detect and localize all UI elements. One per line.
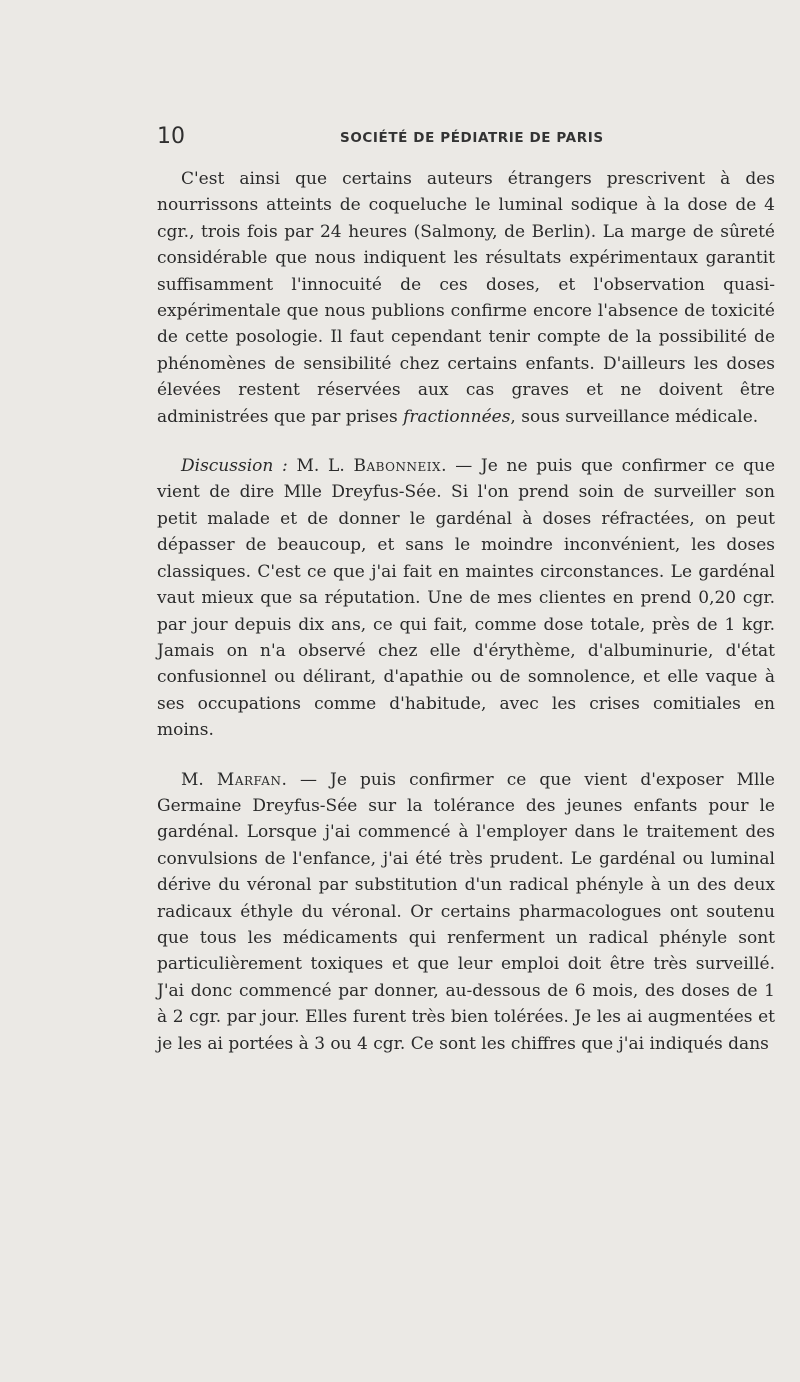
- paragraph-text-end: , sous surveillance médicale.: [510, 406, 759, 427]
- page-header: [157, 124, 773, 154]
- page-number: 10: [157, 124, 185, 149]
- speaker-prefix: M.: [181, 769, 217, 790]
- paragraph-luminal-dosage: [157, 166, 775, 430]
- speaker-name: Marfan: [216, 769, 282, 790]
- speaker-prefix: M. L.: [287, 456, 354, 477]
- italic-term: fractionnées: [403, 406, 511, 427]
- speaker-name: Babonneix: [353, 456, 442, 477]
- paragraph-text: . — Je puis confirmer ce que vient d'exposer Mlle Germaine Dreyfus-Sée sur la tolérance des jeunes enfants pour le gardénal. Lorsque j'ai commencé à l'employer dans le traitement des convulsions de l'enfance, j'ai été très prudent. Le gardénal ou luminal dérive du véronal par substitution d'un radical phényle à un des deux radicaux éthyle du véronal. Or certains pharmacologues ont soutenu que tous les médicaments qui renferment un radical phényle sont particulièrement toxiques et que leur emploi doit être très surveillé. J'ai donc commencé par donner, au-dessous de 6 mois, des doses de 1 à 2 cgr. par jour. Elles furent très bien tolérées. Je les ai augmentées et je les ai portées à 3 ou 4 cgr. Ce sont les chiffres que j'ai indiqués dans: [157, 769, 775, 1054]
- body-text: [157, 166, 775, 1057]
- paragraph-text: . — Je ne puis que confirmer ce que vient de dire Mlle Dreyfus-Sée. Si l'on prend soin de surveiller son petit malade et de donner le gardénal à doses réfractées, on peut dépasser de beaucoup, et sans le moindre inconvénient, les doses classiques. C'est ce que j'ai fait en maintes circonstances. Le gardénal vaut mieux que sa réputation. Une de mes clientes en prend 0,20 cgr. par jour depuis dix ans, ce qui fait, comme dose totale, près de 1 kgr. Jamais on n'a observé chez elle d'érythème, d'albuminurie, d'état confusionnel ou délirant, d'apathie ou de somnolence, et elle vaque à ses occupations comme d'habitude, avec les crises comitiales en moins.: [157, 456, 776, 741]
- paragraph-marfan: [157, 767, 775, 1057]
- paragraph-discussion-babonneix: [157, 453, 775, 743]
- discussion-label: Discussion :: [181, 456, 288, 477]
- paragraph-text: C'est ainsi que certains auteurs étrangers prescrivent à des nourrissons atteints de coqueluche le luminal sodique à la dose de 4 cgr., trois fois par 24 heures (Salmony, de Berlin). La marge de sûreté considérable que nous indiquent les résultats expérimentaux garantit suffisamment l'innocuité de ces doses, et l'observation quasi-expérimentale que nous publions confirme encore l'absence de toxicité de cette posologie. Il faut cependant tenir compte de la possibilité de phénomènes de sensibilité chez certains enfants. D'ailleurs les doses élevées restent réservées aux cas graves et ne doivent être administrées que par prises: [157, 169, 775, 427]
- running-head: SOCIÉTÉ DE PÉDIATRIE DE PARIS: [340, 130, 604, 146]
